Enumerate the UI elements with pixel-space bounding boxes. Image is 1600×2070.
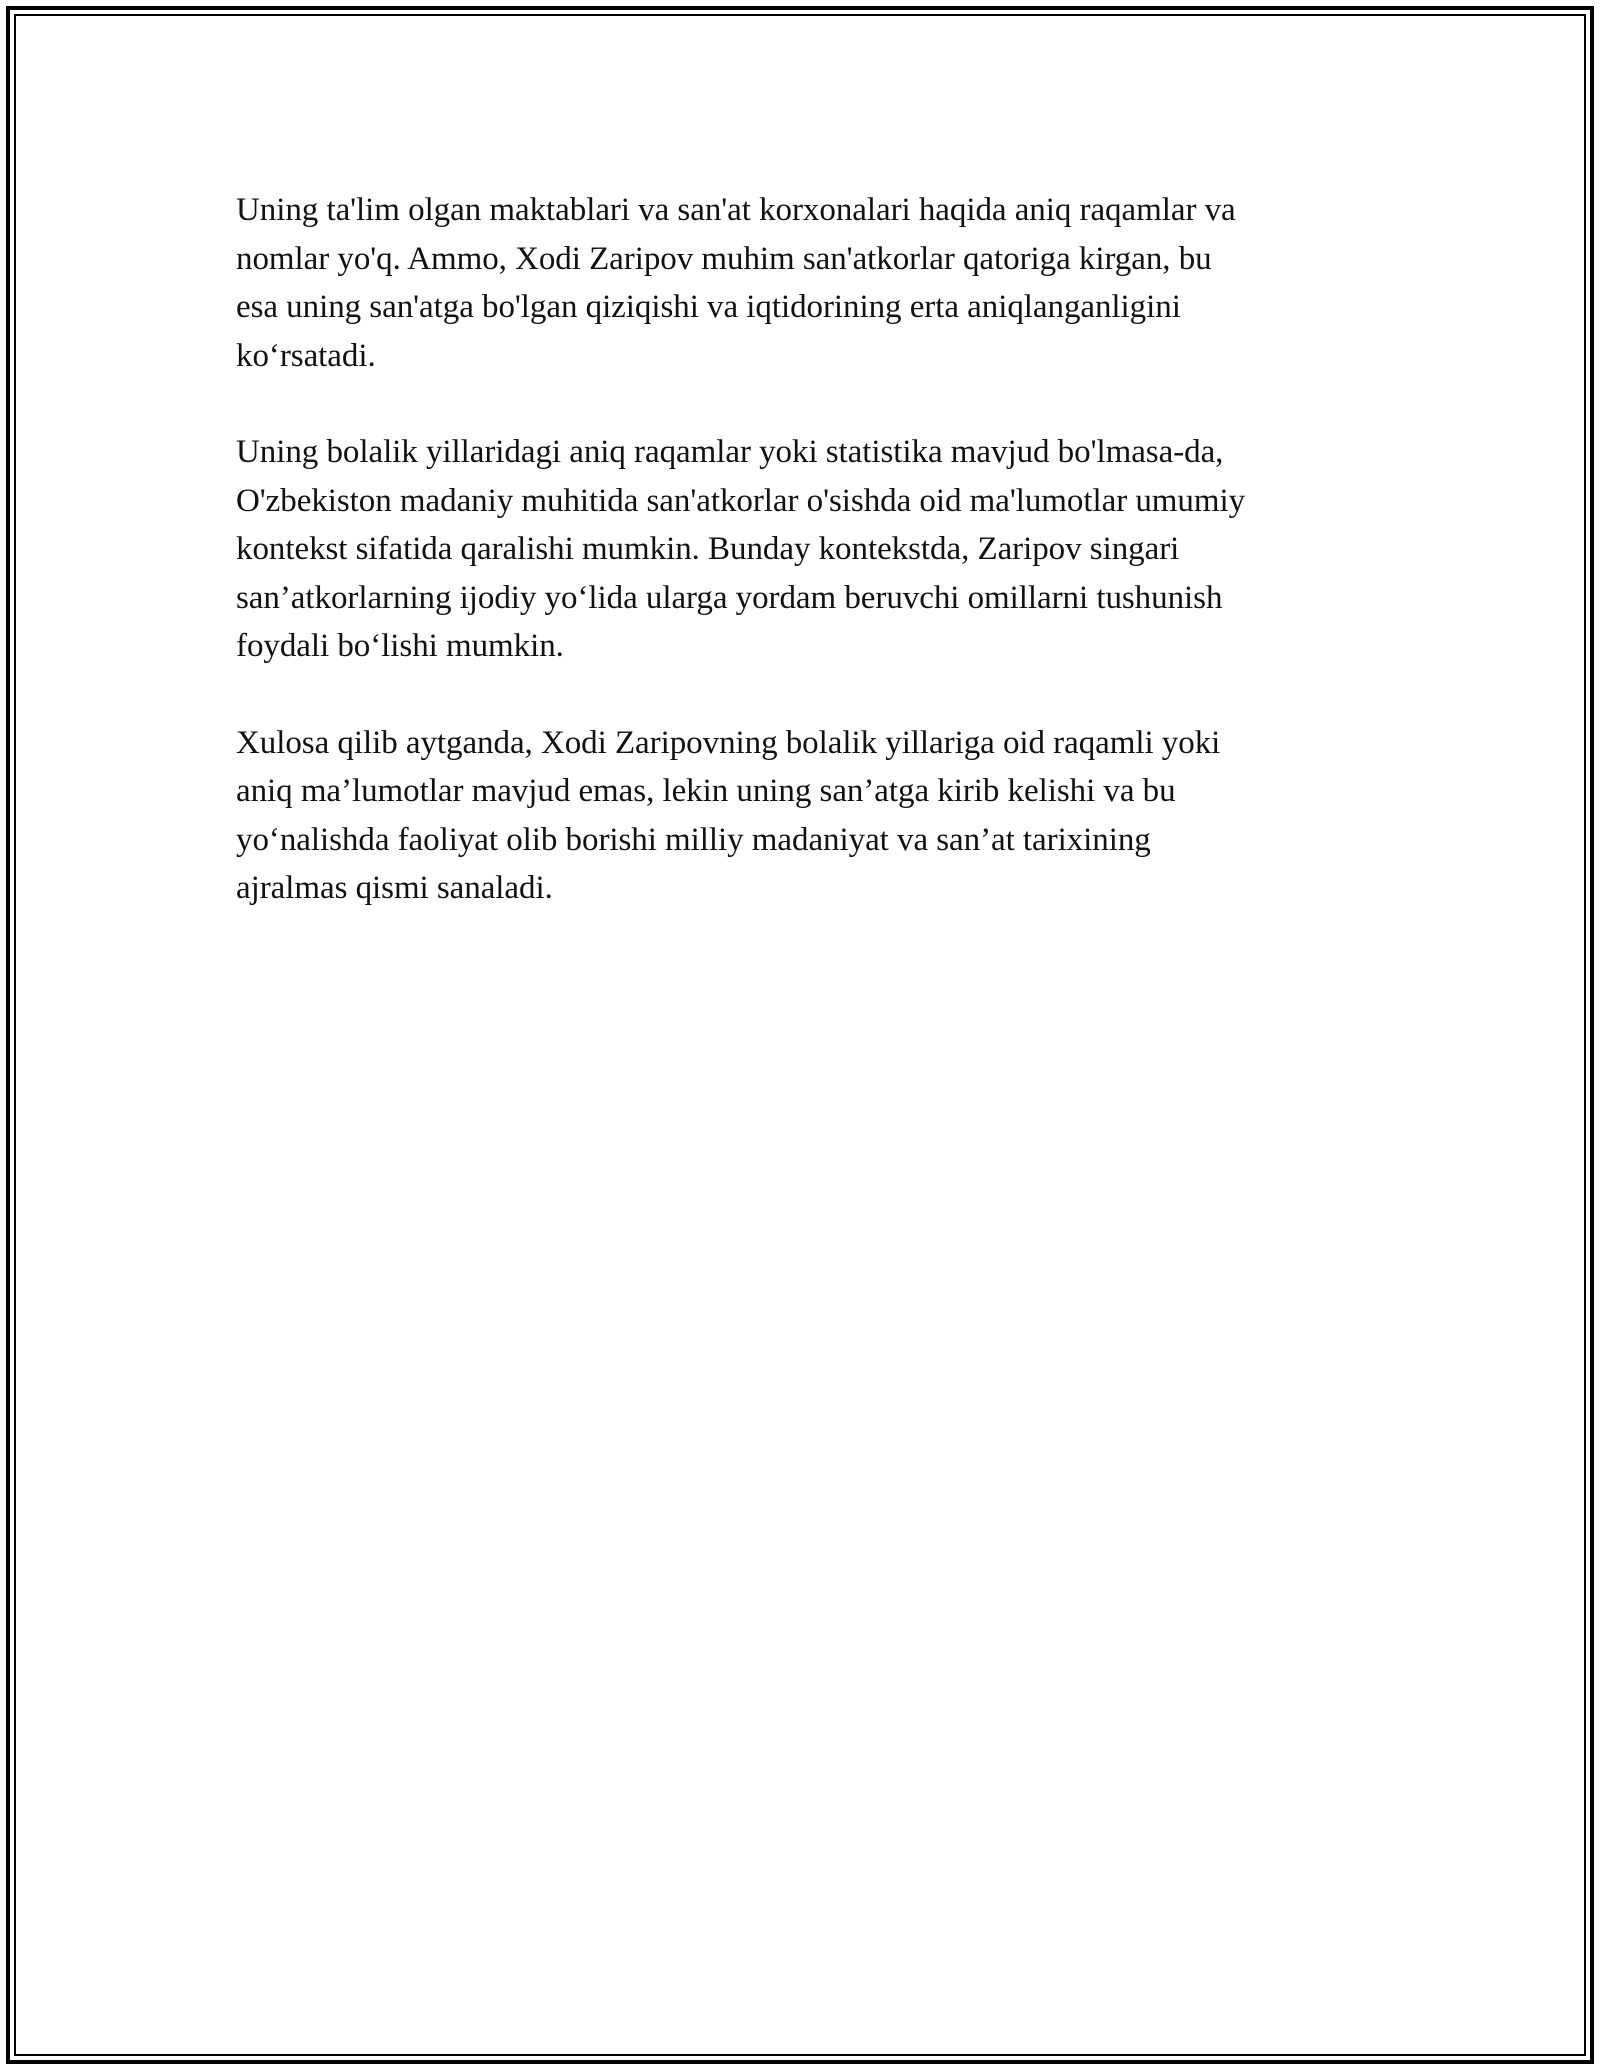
paragraph-2: [236, 428, 1376, 671]
paragraph-line: ko‘rsatadi.: [236, 337, 376, 374]
paragraph-line: Uning ta'lim olgan maktablari va san'at korxonalari haqida aniq raqamlar va: [236, 192, 1236, 228]
paragraph-line: O'zbekiston madaniy muhitida san'atkorlar o'sishda oid ma'lumotlar umumiy: [236, 482, 1246, 519]
paragraph-1: [236, 186, 1376, 380]
paragraph-line: yo‘nalishda faoliyat olib borishi milliy madaniyat va san’at tarixining: [236, 821, 1151, 858]
paragraph-line: Xulosa qilib aytganda, Xodi Zaripovning bolalik yillariga oid raqamli yoki: [236, 724, 1221, 761]
paragraph-line: esa uning san'atga bo'lgan qiziqishi va iqtidorining erta aniqlanganligini: [236, 289, 1181, 325]
document-body: [236, 186, 1376, 961]
paragraph-line: foydali bo‘lishi mumkin.: [236, 628, 564, 664]
paragraph-line: ajralmas qismi sanaladi.: [236, 870, 553, 906]
paragraph-line: Uning bolalik yillaridagi aniq raqamlar yoki statistika mavjud bo'lmasa-da,: [236, 434, 1224, 470]
paragraph-line: aniq ma’lumotlar mavjud emas, lekin uning san’atga kirib kelishi va bu: [236, 773, 1176, 809]
paragraph-line: san’atkorlarning ijodiy yo‘lida ularga yordam beruvchi omillarni tushunish: [236, 579, 1223, 616]
paragraph-3: [236, 719, 1376, 913]
paragraph-line: nomlar yo'q. Ammo, Xodi Zaripov muhim san'atkorlar qatoriga kirgan, bu: [236, 240, 1212, 277]
paragraph-line: kontekst sifatida qaralishi mumkin. Bunday kontekstda, Zaripov singari: [236, 531, 1180, 567]
